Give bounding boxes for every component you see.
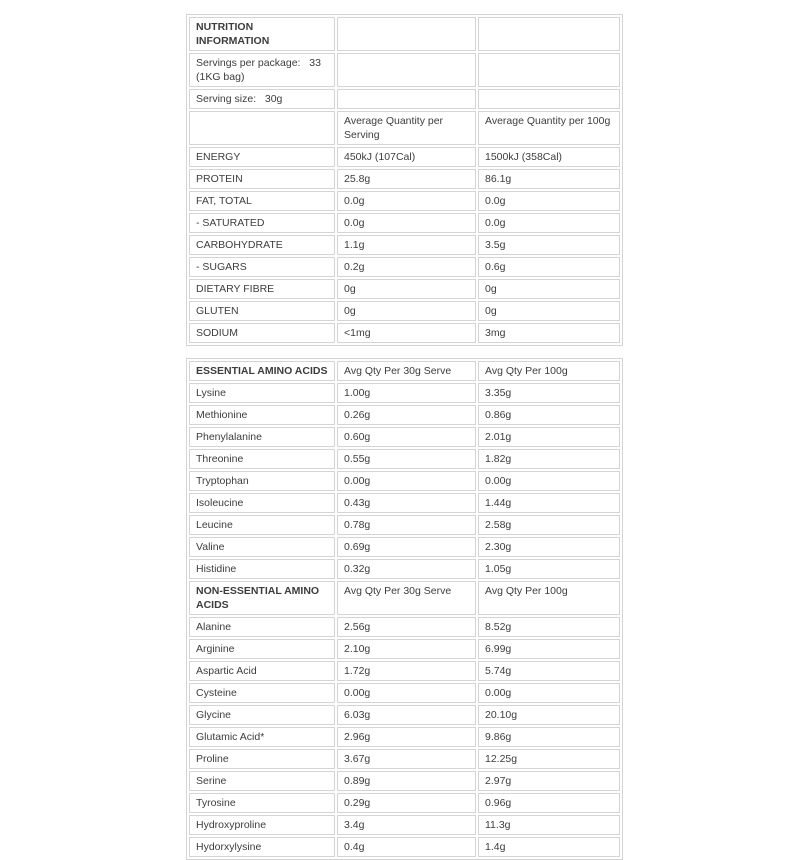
label-cell: Phenylalanine xyxy=(189,427,335,447)
per-serve-value-cell xyxy=(337,89,476,109)
column-header-row xyxy=(189,111,620,145)
per-serve-value-cell: 1.00g xyxy=(337,383,476,403)
label-cell: GLUTEN xyxy=(189,301,335,321)
amino-acid-row xyxy=(189,493,620,513)
per-serve-value-cell: 0.55g xyxy=(337,449,476,469)
nutrient-row xyxy=(189,191,620,211)
per-100g-value-cell xyxy=(478,17,620,51)
label-cell: DIETARY FIBRE xyxy=(189,279,335,299)
section-header-row xyxy=(189,581,620,615)
amino-acid-row xyxy=(189,427,620,447)
per-100g-value-cell: 11.3g xyxy=(478,815,620,835)
per-100g-value-cell: 0.0g xyxy=(478,191,620,211)
nutrition-information-panel xyxy=(186,14,616,860)
per-serve-value-cell: 0.4g xyxy=(337,837,476,857)
label-cell: SODIUM xyxy=(189,323,335,343)
label-cell: - SATURATED xyxy=(189,213,335,233)
nutrient-row xyxy=(189,323,620,343)
per-serve-value-cell: 2.10g xyxy=(337,639,476,659)
label-cell: NON-ESSENTIAL AMINO ACIDS xyxy=(189,581,335,615)
per-serve-value-cell: 0.89g xyxy=(337,771,476,791)
label-cell: Glycine xyxy=(189,705,335,725)
per-100g-value-cell: 12.25g xyxy=(478,749,620,769)
label-cell: CARBOHYDRATE xyxy=(189,235,335,255)
nutrient-row xyxy=(189,213,620,233)
amino-acid-row xyxy=(189,683,620,703)
per-100g-value-cell: 8.52g xyxy=(478,617,620,637)
label-cell: PROTEIN xyxy=(189,169,335,189)
label-cell: Isoleucine xyxy=(189,493,335,513)
nutrient-row xyxy=(189,147,620,167)
nutrition-information-table xyxy=(186,14,623,346)
per-100g-value-cell: 1500kJ (358Cal) xyxy=(478,147,620,167)
per-serve-value-cell: 450kJ (107Cal) xyxy=(337,147,476,167)
amino-acid-row xyxy=(189,705,620,725)
per-100g-value-cell: 1.4g xyxy=(478,837,620,857)
per-serve-value-cell: 0.26g xyxy=(337,405,476,425)
amino-acid-row xyxy=(189,405,620,425)
label-cell xyxy=(189,111,335,145)
label-cell: ESSENTIAL AMINO ACIDS xyxy=(189,361,335,381)
per-100g-value-cell: 5.74g xyxy=(478,661,620,681)
per-serve-value-cell: <1mg xyxy=(337,323,476,343)
per-serve-value-cell: 0.2g xyxy=(337,257,476,277)
per-100g-value-cell: 2.01g xyxy=(478,427,620,447)
per-serve-value-cell: 0.78g xyxy=(337,515,476,535)
per-100g-value-cell: 0.00g xyxy=(478,683,620,703)
amino-acid-row xyxy=(189,617,620,637)
per-serve-value-cell: Avg Qty Per 30g Serve xyxy=(337,361,476,381)
per-serve-value-cell: 1.72g xyxy=(337,661,476,681)
per-serve-value-cell: Average Quantity per Serving xyxy=(337,111,476,145)
per-100g-value-cell: Avg Qty Per 100g xyxy=(478,581,620,615)
per-100g-value-cell: 0.86g xyxy=(478,405,620,425)
nutrient-row xyxy=(189,257,620,277)
label-cell: Hydroxyproline xyxy=(189,815,335,835)
amino-acid-row xyxy=(189,449,620,469)
per-serve-value-cell: 0g xyxy=(337,301,476,321)
label-cell: Lysine xyxy=(189,383,335,403)
label-cell: Alanine xyxy=(189,617,335,637)
per-100g-value-cell: 6.99g xyxy=(478,639,620,659)
per-serve-value-cell: 0.43g xyxy=(337,493,476,513)
nutrient-row xyxy=(189,279,620,299)
label-cell: Proline xyxy=(189,749,335,769)
label-cell: Methionine xyxy=(189,405,335,425)
per-serve-value-cell: 0.60g xyxy=(337,427,476,447)
per-100g-value-cell: Average Quantity per 100g xyxy=(478,111,620,145)
nutrient-row xyxy=(189,301,620,321)
label-cell: Tryptophan xyxy=(189,471,335,491)
per-serve-value-cell: 0.00g xyxy=(337,471,476,491)
per-100g-value-cell: 3mg xyxy=(478,323,620,343)
label-cell: Histidine xyxy=(189,559,335,579)
per-100g-value-cell: 0g xyxy=(478,301,620,321)
amino-acid-row xyxy=(189,771,620,791)
amino-acid-row xyxy=(189,537,620,557)
amino-acid-row xyxy=(189,639,620,659)
per-100g-value-cell: 86.1g xyxy=(478,169,620,189)
per-100g-value-cell: 2.30g xyxy=(478,537,620,557)
section-header-row xyxy=(189,361,620,381)
per-serve-value-cell: 3.67g xyxy=(337,749,476,769)
per-100g-value-cell: 0g xyxy=(478,279,620,299)
label-cell: Hydorxylysine xyxy=(189,837,335,857)
per-100g-value-cell: 1.05g xyxy=(478,559,620,579)
amino-acid-row xyxy=(189,837,620,857)
label-cell: Valine xyxy=(189,537,335,557)
label-cell: ENERGY xyxy=(189,147,335,167)
per-serve-value-cell xyxy=(337,17,476,51)
label-cell: Threonine xyxy=(189,449,335,469)
servings-per-package-row xyxy=(189,53,620,87)
label-cell: Serine xyxy=(189,771,335,791)
per-100g-value-cell: 0.00g xyxy=(478,471,620,491)
per-serve-value-cell: 1.1g xyxy=(337,235,476,255)
per-100g-value-cell: 20.10g xyxy=(478,705,620,725)
per-100g-value-cell: 2.97g xyxy=(478,771,620,791)
per-100g-value-cell xyxy=(478,89,620,109)
label-cell: Serving size: 30g xyxy=(189,89,335,109)
label-cell: Servings per package: 33 (1KG bag) xyxy=(189,53,335,87)
label-cell: Aspartic Acid xyxy=(189,661,335,681)
table-title-row xyxy=(189,17,620,51)
per-serve-value-cell: 2.56g xyxy=(337,617,476,637)
amino-acids-table xyxy=(186,358,623,860)
amino-acid-row xyxy=(189,515,620,535)
nutrient-row xyxy=(189,235,620,255)
per-100g-value-cell: 1.82g xyxy=(478,449,620,469)
amino-acid-row xyxy=(189,815,620,835)
amino-acid-row xyxy=(189,749,620,769)
serving-size-row xyxy=(189,89,620,109)
per-serve-value-cell: 2.96g xyxy=(337,727,476,747)
label-cell: - SUGARS xyxy=(189,257,335,277)
per-100g-value-cell: 0.6g xyxy=(478,257,620,277)
per-serve-value-cell: 0.29g xyxy=(337,793,476,813)
label-cell: Arginine xyxy=(189,639,335,659)
per-serve-value-cell: 0.00g xyxy=(337,683,476,703)
amino-acid-row xyxy=(189,471,620,491)
per-100g-value-cell: 0.96g xyxy=(478,793,620,813)
label-cell: Glutamic Acid* xyxy=(189,727,335,747)
per-serve-value-cell: 0.0g xyxy=(337,191,476,211)
amino-acid-row xyxy=(189,383,620,403)
per-100g-value-cell: Avg Qty Per 100g xyxy=(478,361,620,381)
label-cell: FAT, TOTAL xyxy=(189,191,335,211)
amino-acid-row xyxy=(189,727,620,747)
label-cell: Leucine xyxy=(189,515,335,535)
per-100g-value-cell: 3.5g xyxy=(478,235,620,255)
per-serve-value-cell: 0.0g xyxy=(337,213,476,233)
label-cell: Cysteine xyxy=(189,683,335,703)
per-100g-value-cell: 0.0g xyxy=(478,213,620,233)
per-100g-value-cell xyxy=(478,53,620,87)
per-serve-value-cell: 0.32g xyxy=(337,559,476,579)
label-cell: Tyrosine xyxy=(189,793,335,813)
amino-acid-row xyxy=(189,793,620,813)
per-serve-value-cell: 3.4g xyxy=(337,815,476,835)
label-cell: NUTRITION INFORMATION xyxy=(189,17,335,51)
per-serve-value-cell: 0g xyxy=(337,279,476,299)
amino-acid-row xyxy=(189,559,620,579)
per-serve-value-cell: 0.69g xyxy=(337,537,476,557)
per-serve-value-cell: 6.03g xyxy=(337,705,476,725)
per-100g-value-cell: 2.58g xyxy=(478,515,620,535)
per-serve-value-cell xyxy=(337,53,476,87)
per-100g-value-cell: 9.86g xyxy=(478,727,620,747)
per-100g-value-cell: 3.35g xyxy=(478,383,620,403)
amino-acid-row xyxy=(189,661,620,681)
per-serve-value-cell: Avg Qty Per 30g Serve xyxy=(337,581,476,615)
per-serve-value-cell: 25.8g xyxy=(337,169,476,189)
per-100g-value-cell: 1.44g xyxy=(478,493,620,513)
nutrient-row xyxy=(189,169,620,189)
